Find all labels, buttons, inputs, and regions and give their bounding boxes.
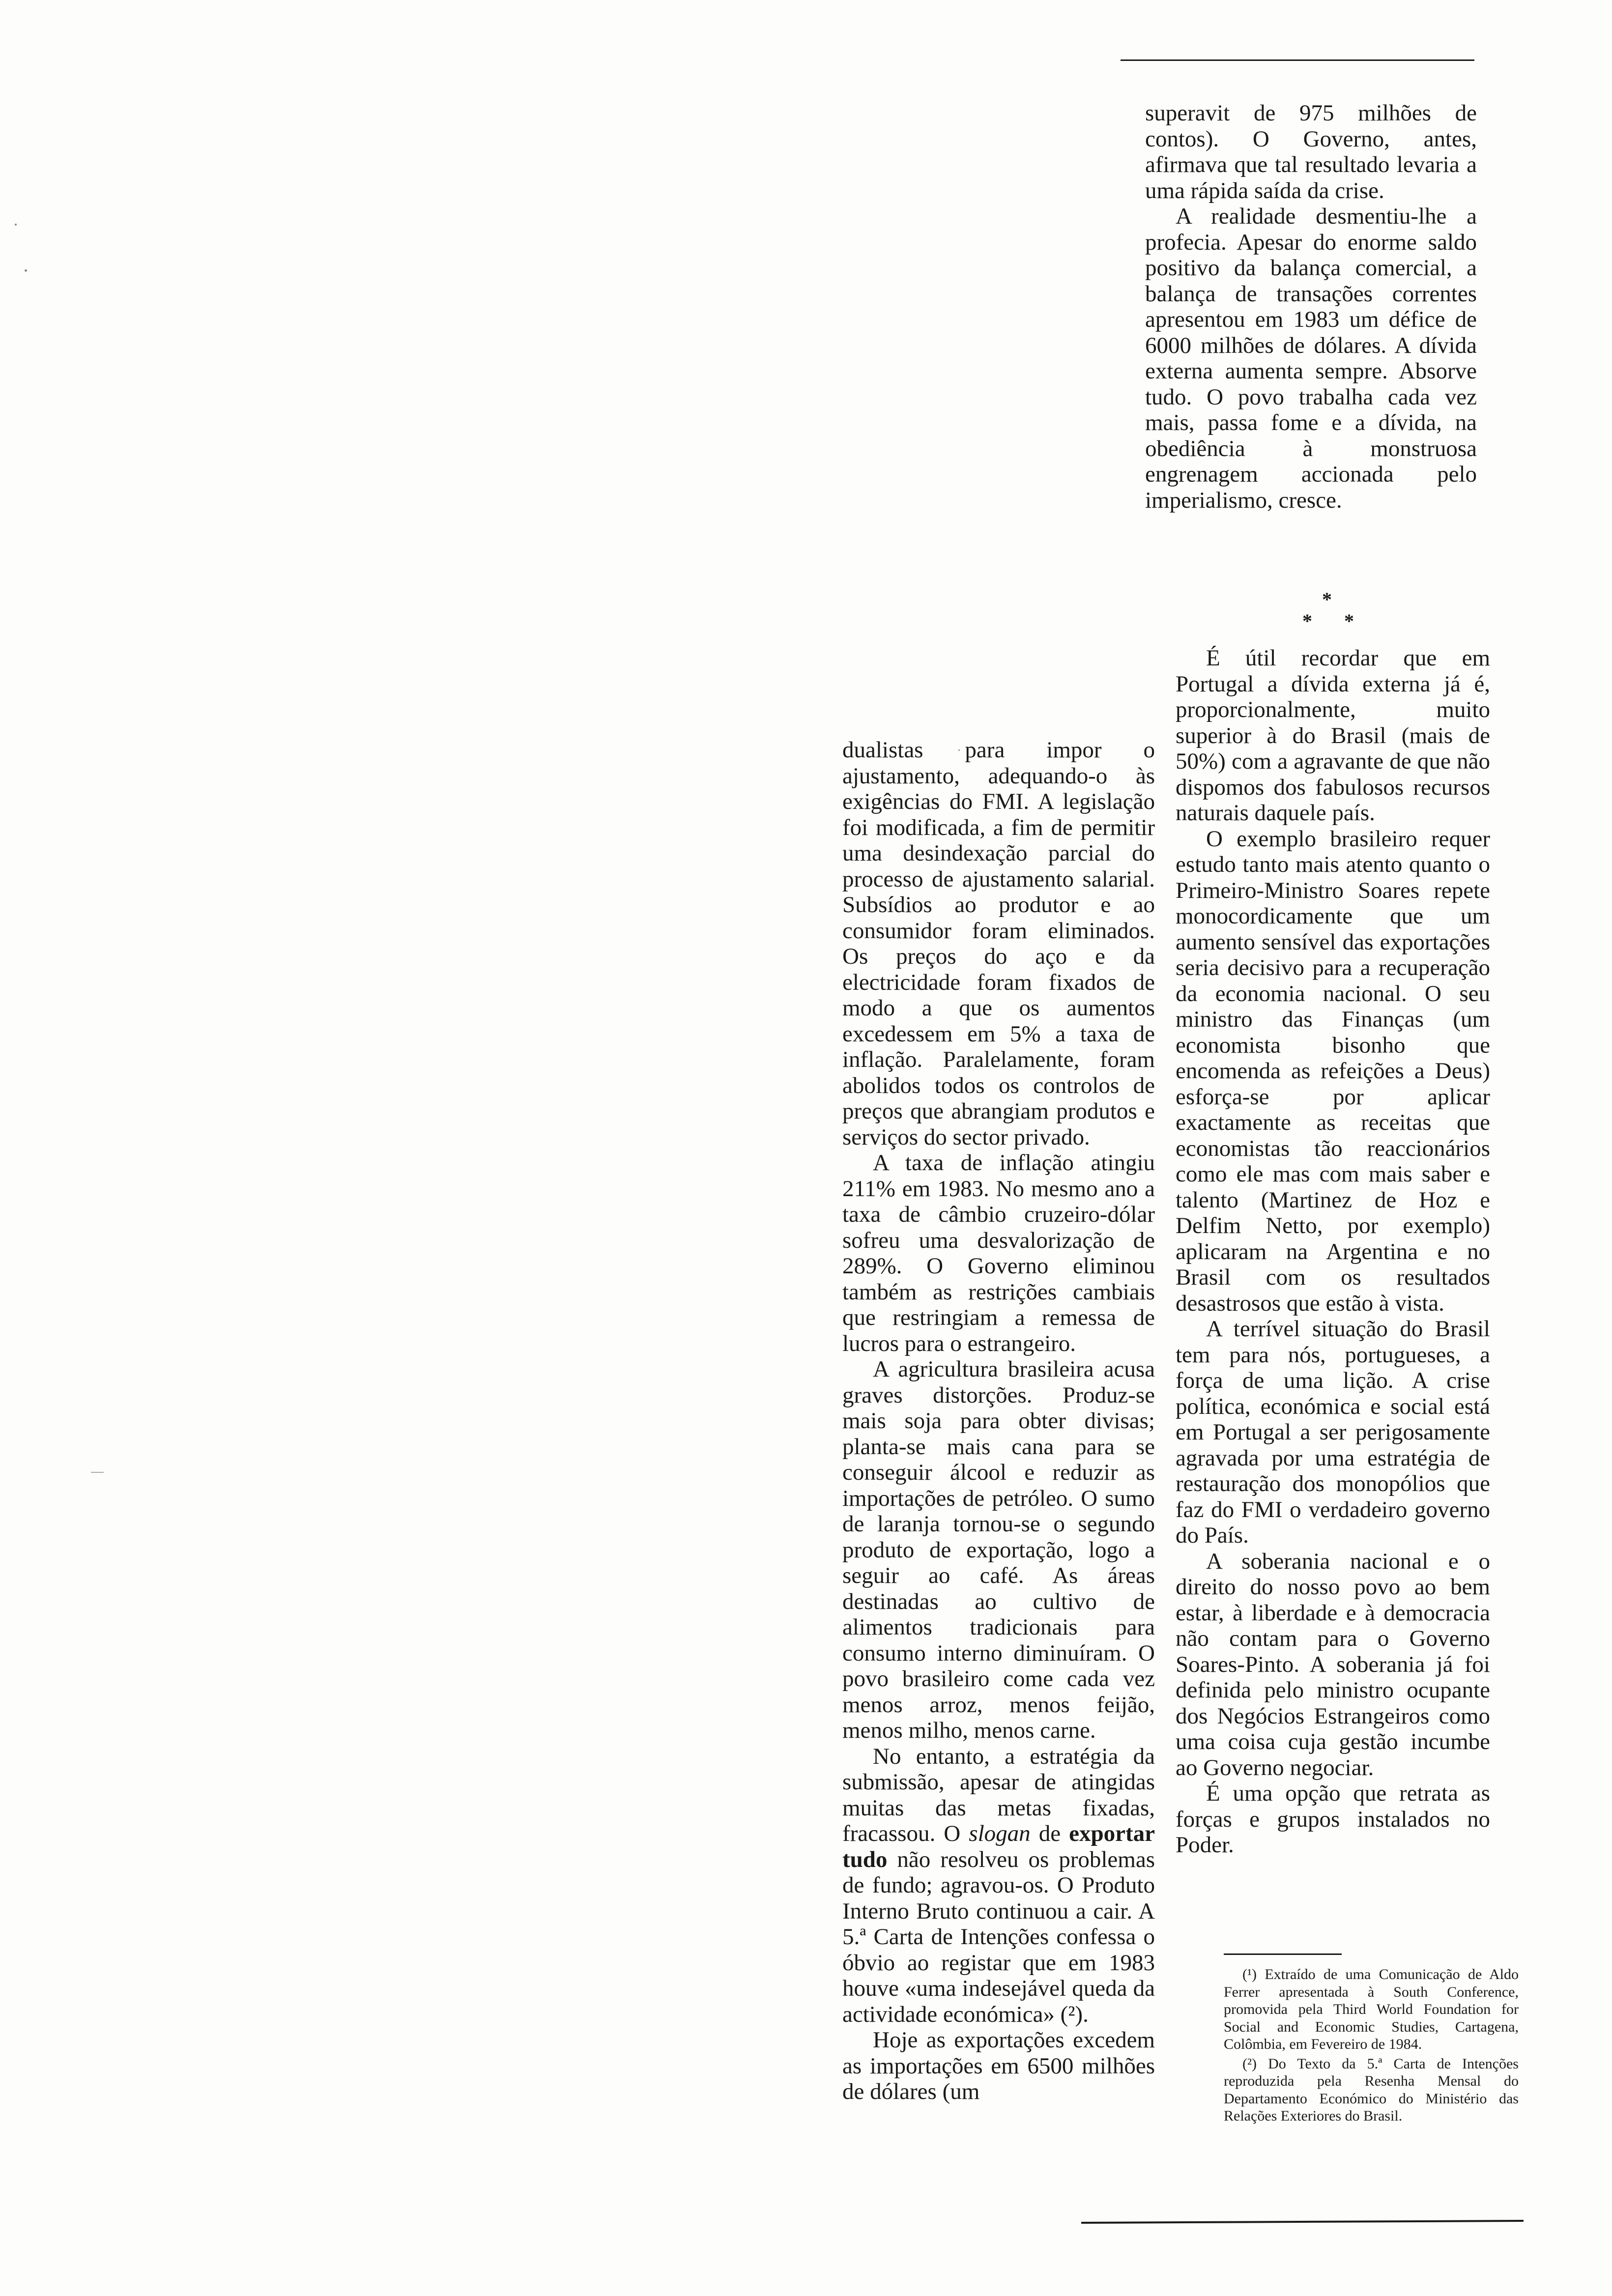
paragraph: Hoje as exportações excedem as importações em 6500 milhões de dólares (um	[842, 2027, 1155, 2104]
asterisk: *	[1322, 588, 1332, 610]
paragraph: O exemplo brasileiro requer estudo tanto mais atento quanto o Primeiro-Ministro Soares repete monocordicamente que um aumento sensível das exportações seria decisivo para a recuperação da economia nacional. O seu ministro das Finanças (um economista bisonho que encomenda as refeições a Deus) esforça-se por aplicar exactamente as receitas que economistas tão reaccionários como ele mas com mais saber e talento (Martinez de Hoz e Delfim Netto, por exemplo) aplicaram na Argentina e no Brasil com os resultados desastrosos que estão à vista.	[1176, 826, 1490, 1316]
scan-speck	[25, 269, 27, 272]
footnote-rule	[1224, 1953, 1342, 1955]
footnotes	[1224, 1966, 1519, 2127]
asterisk: *	[1344, 610, 1354, 632]
footnote-2: (²) Do Texto da 5.ª Carta de Intenções reproduzida pela Resenha Mensal do Departamento Económico do Ministério das Relações Exteriores do Brasil.	[1224, 2055, 1519, 2124]
bottom-rule	[1081, 2220, 1524, 2224]
bold-run: exportar tudo	[842, 1821, 1155, 1872]
italic-run: slogan	[969, 1821, 1031, 1846]
column-right-bottom	[1176, 645, 1490, 1858]
paragraph: É uma opção que retrata as forças e grupos instalados no Poder.	[1176, 1780, 1490, 1858]
text-run: de	[1030, 1821, 1069, 1846]
text-run: não resolveu os problemas de fundo; agravou-os. O Produto Interno Bruto continuou a cair. A 5.ª Carta de Intenções confessa o óbvio ao registar que em 1983 houve «uma indesejável queda da actividade económica» (²).	[842, 1846, 1155, 2027]
footnote-1: (¹) Extraído de uma Comunicação de Aldo Ferrer apresentada à South Conference, promovida pela Third World Foundation for Social and Economic Studies, Cartagena, Colômbia, em Fevereiro de 1984.	[1224, 1966, 1519, 2052]
column-right-top	[1145, 100, 1477, 513]
scan-mark	[91, 1472, 104, 1473]
paragraph: A realidade desmentiu-lhe a profecia. Apesar do enorme saldo positivo da balança comercial, a balança de transações correntes apresentou em 1983 um défice de 6000 milhões de dólares. A dívida externa aumenta sempre. Absorve tudo. O povo trabalha cada vez mais, passa fome e a dívida, na obediência à monstruosa engrenagem accionada pelo imperialismo, cresce.	[1145, 203, 1477, 513]
paragraph: É útil recordar que em Portugal a dívida externa já é, proporcionalmente, muito superior à do Brasil (mais de 50%) com a agravante de que não dispomos dos fabulosos recursos naturais daquele país.	[1176, 645, 1490, 826]
paragraph: superavit de 975 milhões de contos). O Governo, antes, afirmava que tal resultado levaria a uma rápida saída da crise.	[1145, 100, 1477, 203]
column-left	[842, 737, 1155, 2105]
top-rule	[1121, 59, 1474, 61]
section-break	[1258, 588, 1386, 632]
paragraph	[842, 1744, 1155, 2028]
paragraph: A soberania nacional e o direito do nosso povo ao bem estar, à liberdade e à democracia não contam para o Governo Soares-Pinto. A soberania já foi definida pelo ministro ocupante dos Negócios Estrangeiros como uma coisa cuja gestão incumbe ao Governo negociar.	[1176, 1548, 1490, 1780]
paragraph: A taxa de inflação atingiu 211% em 1983. No mesmo ano a taxa de câmbio cruzeiro-dólar sofreu uma desvalorização de 289%. O Governo eliminou também as restrições cambiais que restringiam a remessa de lucros para o estrangeiro.	[842, 1150, 1155, 1356]
paragraph: dualistas para impor o ajustamento, adequando-o às exigências do FMI. A legislação foi modificada, a fim de permitir uma desindexação parcial do processo de ajustamento salarial. Subsídios ao produtor e ao consumidor foram eliminados. Os preços do aço e da electricidade foram fixados de modo a que os aumentos excedessem em 5% a taxa de inflação. Paralelamente, foram abolidos todos os controlos de preços que abrangiam produtos e serviços do sector privado.	[842, 737, 1155, 1150]
asterisk: *	[1302, 610, 1312, 632]
paragraph: A terrível situação do Brasil tem para nós, portugueses, a força de uma lição. A crise política, económica e social está em Portugal a ser perigosamente agravada por uma estratégia de restauração dos monopólios que faz do FMI o verdadeiro governo do País.	[1176, 1316, 1490, 1548]
text-run: No entanto, a estratégia da submissão, apesar de atingidas muitas das metas fixadas, fracassou. O	[842, 1743, 1155, 1846]
paragraph: A agricultura brasileira acusa graves distorções. Produz-se mais soja para obter divisas; planta-se mais cana para se conseguir álcool e reduzir as importações de petróleo. O sumo de laranja tornou-se o segundo produto de exportação, logo a seguir ao café. As áreas destinadas ao cultivo de alimentos tradicionais para consumo interno diminuíram. O povo brasileiro come cada vez menos arroz, menos feijão, menos milho, menos carne.	[842, 1356, 1155, 1743]
scan-speck	[15, 224, 17, 226]
